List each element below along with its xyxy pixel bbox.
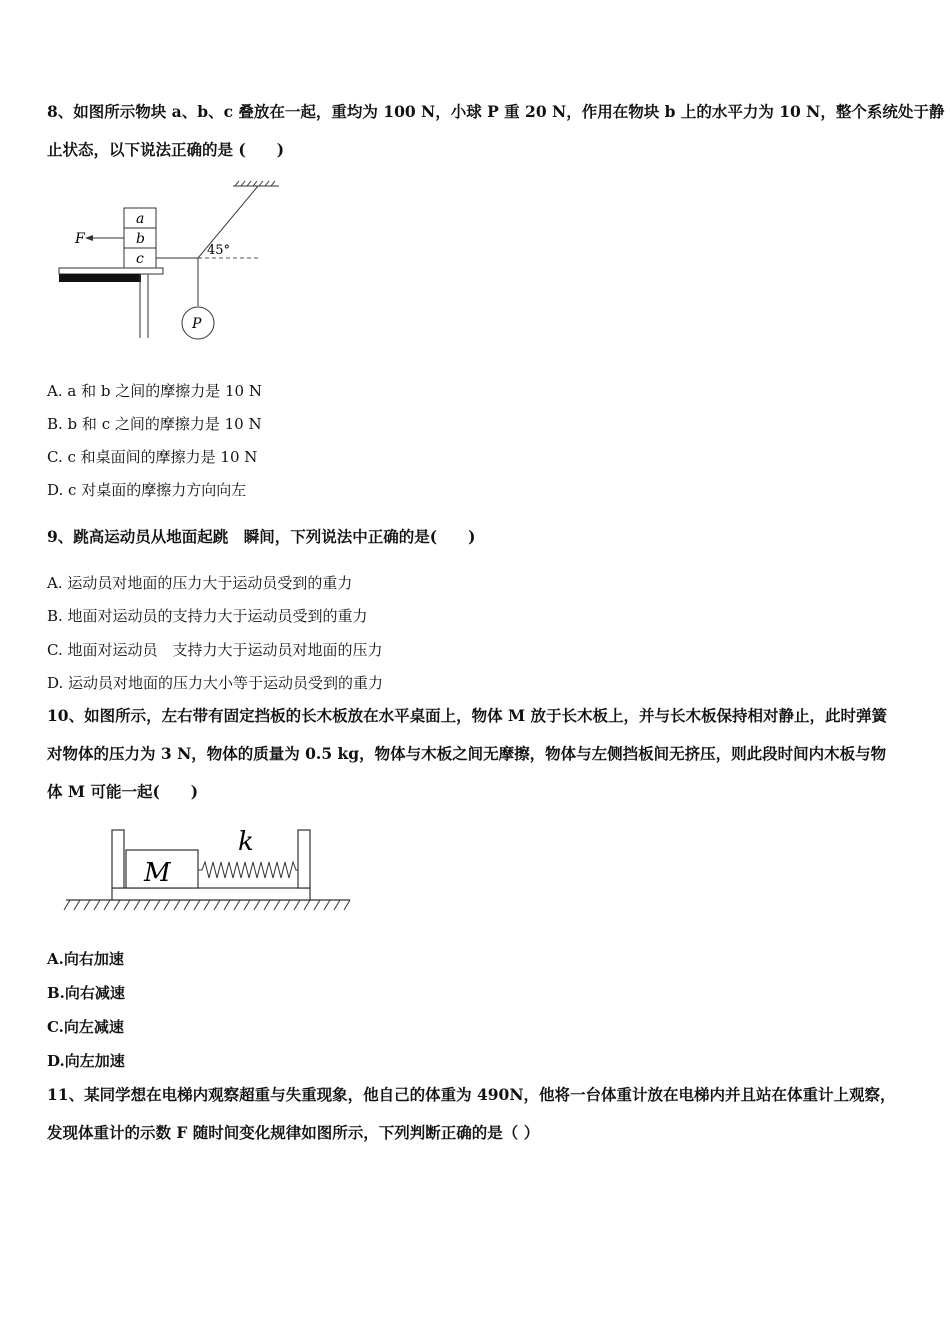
table-top [59, 268, 163, 274]
q9-option-d: D. 运动员对地面的压力大小等于运动员受到的重力 [47, 674, 384, 692]
q8-option-c: C. c 和桌面间的摩擦力是 10 N [47, 448, 258, 466]
label-angle: 45° [207, 243, 231, 258]
label-F: F [75, 231, 85, 247]
label-k: k [238, 827, 254, 857]
q8-option-b: B. b 和 c 之间的摩擦力是 10 N [47, 415, 262, 433]
label-P: P [192, 316, 202, 332]
label-b: b [136, 231, 145, 247]
long-board [112, 888, 310, 900]
label-a: a [136, 211, 145, 227]
q10-option-d: D.向左加速 [47, 1052, 125, 1070]
right-baffle [298, 830, 310, 888]
q8-stem-line-2: 止状态，以下说法正确的是 ( ) [47, 140, 285, 159]
left-baffle [112, 830, 124, 888]
q10-stem-line-3: 体 M 可能一起( ) [47, 782, 199, 801]
table-edge [59, 274, 141, 282]
q9-option-b: B. 地面对运动员的支持力大于运动员受到的重力 [47, 607, 368, 625]
q10-figure [60, 820, 360, 915]
q8-stem-line-1: 8、如图所示物块 a、b、c 叠放在一起，重均为 100 N，小球 P 重 20 N，作用在物块 b 上的水平力为 10 N，整个系统处于静 [47, 102, 945, 121]
label-M: M [144, 858, 171, 888]
q10-option-b: B.向右减速 [47, 984, 125, 1002]
q9-option-a: A. 运动员对地面的压力大于运动员受到的重力 [47, 574, 353, 592]
q9-stem: 9、跳高运动员从地面起跳 瞬间，下列说法中正确的是( ) [47, 527, 476, 546]
q8-option-d: D. c 对桌面的摩擦力方向向左 [47, 481, 247, 499]
force-arrowhead [85, 235, 93, 241]
q11-stem-line-2: 发现体重计的示数 F 随时间变化规律如图所示，下列判断正确的是（ ） [47, 1123, 540, 1142]
q10-stem-line-2: 对物体的压力为 3 N，物体的质量为 0.5 kg，物体与木板之间无摩擦，物体与左侧挡板间无挤压，则此段时间内木板与物 [47, 744, 887, 763]
q8-figure [55, 178, 290, 348]
spring [198, 862, 298, 878]
q9-option-c: C. 地面对运动员 支持力大于运动员对地面的压力 [47, 641, 383, 659]
q11-stem-line-1: 11、某同学想在电梯内观察超重与失重现象，他自己的体重为 490N，他将一台体重计放在电梯内并且站在体重计上观察， [47, 1085, 896, 1104]
q10-stem-line-1: 10、如图所示，左右带有固定挡板的长木板放在水平桌面上，物体 M 放于长木板上，并与长木板保持相对静止，此时弹簧 [47, 706, 888, 725]
q8-option-a: A. a 和 b 之间的摩擦力是 10 N [47, 382, 262, 400]
q10-option-c: C.向左减速 [47, 1018, 124, 1036]
ceiling-hatch [233, 181, 279, 186]
q10-option-a: A.向右加速 [47, 950, 124, 968]
label-c: c [136, 251, 144, 267]
ground-hatch [64, 900, 350, 910]
